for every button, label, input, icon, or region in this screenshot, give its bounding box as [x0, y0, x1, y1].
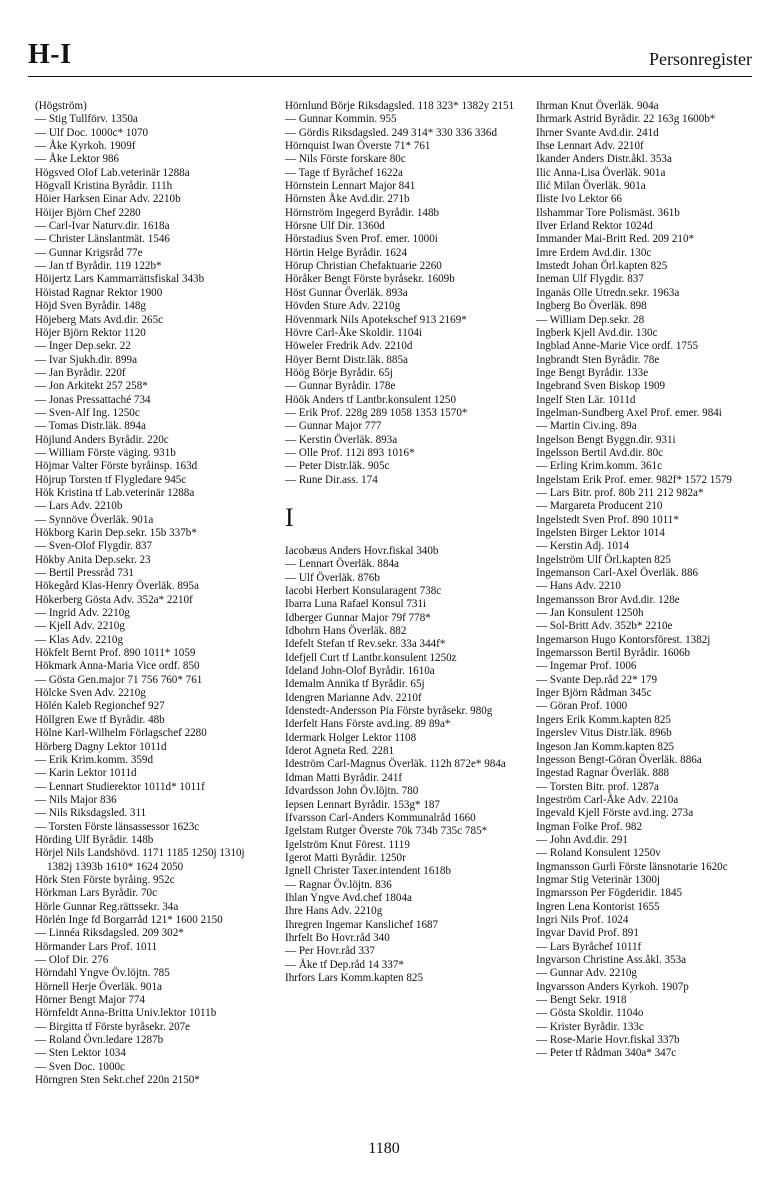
page-number: 1180	[368, 1140, 400, 1157]
index-entry: — Torsten Bitr. prof. 1287a	[536, 780, 659, 793]
index-entry: Hökborg Karin Dep.sekr. 15b 337b*	[35, 527, 197, 539]
index-entry: Ineman Ulf Flygdir. 837	[536, 273, 644, 286]
index-entry: — Ivar Sjukh.dir. 899a	[35, 353, 137, 366]
index-entry: — Lars Byråchef 1011f	[536, 940, 642, 953]
index-entry: Ihrner Svante Avd.dir. 241d	[536, 126, 659, 139]
index-entry: Hörk Sten Förste byråing. 952c	[35, 873, 175, 886]
index-entry: Ihrman Knut Överläk. 904a	[536, 100, 659, 112]
index-entry: Inge Bengt Byrådir. 133e	[536, 366, 649, 379]
index-entry: Hörlén Inge fd Borgarråd 121* 1600 2150	[35, 913, 223, 926]
page-title: H-I	[28, 39, 72, 70]
index-entry: — Sven-Alf Ing. 1250c	[35, 406, 140, 419]
index-entry: Hök Kristina tf Lab.veterinär 1288a	[35, 486, 195, 499]
index-entry: — Göran Prof. 1000	[536, 700, 628, 713]
index-entry: Högvall Kristina Byrådir. 111h	[35, 180, 173, 193]
index-entry: — Svante Dep.råd 22* 179	[536, 673, 658, 686]
index-entry: Ibarra Luna Rafael Konsul 731i	[285, 598, 427, 611]
index-entry: Ingvarsson Anders Kyrkoh. 1907p	[536, 980, 689, 993]
index-entry: Ingblad Anne-Marie Vice ordf. 1755	[536, 340, 699, 353]
index-entry: — Gunnar Byrådir. 178e	[285, 380, 396, 393]
index-entry: — Erik Krim.komm. 359d	[35, 753, 154, 766]
index-entry: — Roland Övn.ledare 1287b	[35, 1034, 164, 1047]
index-entry: Hörnsten Åke Avd.dir. 271b	[285, 193, 410, 206]
index-entry: Ihre Hans Adv. 2210g	[285, 905, 383, 918]
index-entry: Hörnström Ingegerd Byrådir. 148b	[285, 206, 440, 219]
index-entry: Ingeson Jan Komm.kapten 825	[536, 740, 675, 753]
index-entry: — Ragnar Öv.löjtn. 836	[285, 878, 392, 891]
index-entry: Höier Harksen Einar Adv. 2210b	[35, 193, 181, 206]
index-entry: Inger Björn Rådman 345c	[536, 687, 652, 700]
index-entry: — Jan Byrådir. 220f	[35, 366, 126, 379]
index-entry: — Inger Dep.sekr. 22	[35, 340, 131, 353]
index-entry: Ingbrandt Sten Byrådir. 78e	[536, 353, 660, 366]
index-entry: Ihrfors Lars Komm.kapten 825	[285, 971, 424, 984]
index-entry: Höjer Björn Rektor 1120	[35, 326, 146, 339]
index-entry: Ingesson Bengt-Göran Överläk. 886a	[536, 753, 702, 766]
index-entry: — Gunnar Kommin. 955	[285, 113, 397, 126]
index-entry: Ingvar David Prof. 891	[536, 927, 639, 940]
index-entry: — Rune Dir.ass. 174	[285, 473, 378, 486]
index-entry: Ingren Lena Kontorist 1655	[536, 900, 660, 913]
index-entry: Ingemansson Bror Avd.dir. 128e	[536, 593, 680, 606]
index-entry: Ingemarson Hugo Kontorsförest. 1382j	[536, 633, 711, 646]
index-entry: Ingri Nils Prof. 1024	[536, 913, 629, 926]
index-entry: Hörnquist Iwan Överste 71* 761	[285, 140, 431, 153]
index-entry: Höweler Fredrik Adv. 2210d	[285, 340, 413, 353]
index-entry: Ingelson Bengt Byggn.dir. 931i	[536, 433, 676, 446]
index-entry: Hövenmark Nils Apotekschef 913 2169*	[285, 313, 467, 326]
index-entry: Ingestad Ragnar Överläk. 888	[536, 767, 670, 780]
index-entry: Höllgren Ewe tf Byrådir. 48b	[35, 713, 165, 726]
index-entry: — Ingrid Adv. 2210g	[35, 607, 130, 620]
index-entry: Iacobi Herbert Konsularagent 738c	[285, 585, 442, 597]
index-entry: Ifvarsson Carl-Anders Kommunalråd 1660	[285, 811, 476, 824]
index-entry: — Lennart Studierektor 1011d* 1011f	[35, 780, 205, 793]
index-entry: Ignell Christer Taxer.intendent 1618b	[285, 865, 452, 878]
index-entry: Hörngren Sten Sekt.chef 220n 2150*	[35, 1074, 200, 1087]
index-entry: — Christer Länslantmät. 1546	[35, 233, 170, 246]
index-entry: Hörnell Herje Överläk. 901a	[35, 980, 162, 993]
index-entry: Hörding Ulf Byrådir. 148b	[35, 833, 154, 846]
index-entry: Ideland John-Olof Byrådir. 1610a	[285, 665, 435, 678]
index-entry: — Peter tf Rådman 340a* 347c	[536, 1047, 677, 1060]
index-entry: — Synnöve Överläk. 901a	[35, 513, 154, 526]
index-entry: Idefelt Stefan tf Rev.sekr. 33a 344f*	[285, 638, 446, 651]
index-entry: Ingmar Stig Veterinär 1300j	[536, 873, 660, 886]
index-entry: Ihrfelt Bo Hovr.råd 340	[285, 931, 390, 944]
index-entry: Idman Matti Byrådir. 241f	[285, 771, 403, 784]
index-entry: Höijertz Lars Kammarrättsfiskal 343b	[35, 273, 205, 286]
index-entry: Ingberk Kjell Avd.dir. 130c	[536, 326, 658, 339]
index-entry: Höistad Ragnar Rektor 1900	[35, 286, 163, 299]
index-entry: Hörnstein Lennart Major 841	[285, 180, 416, 193]
index-column-1	[35, 100, 267, 1087]
index-entry: Hörberg Dagny Lektor 1011d	[35, 740, 167, 753]
index-entry: — Ulf Överläk. 876b	[285, 571, 380, 584]
index-entry: Ihse Lennart Adv. 2210f	[536, 140, 644, 153]
index-entry: Hölcke Sven Adv. 2210g	[35, 687, 146, 700]
index-entry: Ingelstam Erik Prof. emer. 982f* 1572 1579	[536, 473, 732, 486]
index-entry: — Åke Lektor 986	[35, 153, 120, 166]
index-entry: — Margareta Producent 210	[536, 500, 663, 513]
index-entry: Hökegård Klas-Henry Överläk. 895a	[35, 580, 199, 593]
index-entry: — Krister Byrådir. 133c	[536, 1020, 644, 1033]
index-entry: Ihlan Yngve Avd.chef 1804a	[285, 891, 412, 904]
index-entry: Ikander Anders Distr.åkl. 353a	[536, 153, 672, 166]
index-entry: — Peter Distr.läk. 905c	[285, 460, 390, 473]
index-entry: — Sten Lektor 1034	[35, 1047, 126, 1060]
section-letter-heading: I	[285, 502, 294, 532]
index-entry: Ingelman-Sundberg Axel Prof. emer. 984i	[536, 406, 722, 419]
index-entry: Ingmansson Gurli Förste länsnotarie 1620c	[536, 860, 728, 873]
index-entry: Höijer Björn Chef 2280	[35, 206, 141, 219]
index-entry: — William Dep.sekr. 28	[536, 313, 645, 326]
index-entry: Idengren Marianne Adv. 2210f	[285, 691, 422, 704]
index-entry: Iliste Ivo Lektor 66	[536, 193, 622, 206]
index-entry: Idbohrn Hans Överläk. 882	[285, 625, 407, 638]
index-entry: — Nils Förste forskare 80c	[285, 153, 406, 166]
index-entry: Iderfelt Hans Förste avd.ing. 89 89a*	[285, 718, 451, 731]
index-entry: Ihrmark Astrid Byrådir. 22 163g 1600b*	[536, 113, 716, 126]
index-entry: Hörmander Lars Prof. 1011	[35, 940, 158, 953]
index-entry: Höjmar Valter Förste byråinsp. 163d	[35, 460, 198, 473]
index-entry: Hörtin Helge Byrådir. 1624	[285, 246, 408, 259]
index-entry: Ingmarsson Per Fögderidir. 1845	[536, 887, 683, 900]
index-entry: — Kerstin Överläk. 893a	[285, 433, 398, 446]
index-entry: Hörner Bengt Major 774	[35, 994, 145, 1007]
index-entry: — Lars Adv. 2210b	[35, 500, 123, 513]
index-entry: Ingemanson Carl-Axel Överläk. 886	[536, 567, 699, 580]
index-entry: — Rose-Marie Hovr.fiskal 337b	[536, 1034, 680, 1047]
section-title: Personregister	[649, 49, 752, 69]
index-entry: Idenstedt-Andersson Pia Förste byråsekr. 980g	[285, 705, 493, 718]
index-entry: Höjeberg Mats Avd.dir. 265c	[35, 313, 164, 326]
index-entry: — Tage tf Byråchef 1622a	[285, 166, 403, 179]
index-entry: — Åke Kyrkoh. 1909f	[35, 140, 136, 153]
index-entry: Iacobæus Anders Hovr.fiskal 340b	[285, 544, 439, 557]
index-entry: — Olof Dir. 276	[35, 954, 109, 966]
index-entry: — Sven-Olof Flygdir. 837	[35, 540, 153, 553]
index-entry: — Sven Doc. 1000c	[35, 1060, 125, 1073]
index-entry: Hörup Christian Chefaktuarie 2260	[285, 260, 442, 273]
index-entry: — Jan Konsulent 1250h	[536, 607, 644, 620]
index-entry: Ingelsten Birger Lektor 1014	[536, 527, 665, 539]
index-entry: — Jan tf Byrådir. 119 122b*	[35, 260, 162, 273]
index-entry: Iderot Agneta Red. 2281	[285, 745, 395, 758]
index-entry: — Roland Konsulent 1250v	[536, 847, 661, 860]
index-entry: — Per Hovr.råd 337	[285, 945, 375, 958]
index-entry: Ingelf Sten Lär. 1011d	[536, 393, 636, 406]
index-entry: — Sol-Britt Adv. 352b* 2210e	[536, 620, 673, 633]
index-entry: — Erling Krim.komm. 361c	[536, 460, 663, 473]
index-entry: Ingers Erik Komm.kapten 825	[536, 713, 671, 726]
index-entry: — Jon Arkitekt 257 258*	[35, 380, 148, 393]
index-entry: Hökfelt Bernt Prof. 890 1011* 1059	[35, 647, 196, 660]
index-column-3	[536, 100, 762, 1061]
index-entry: — Birgitta tf Förste byråsekr. 207e	[35, 1020, 191, 1033]
index-entry: — Nils Riksdagsled. 311	[35, 807, 147, 820]
index-entry: Hölén Kaleb Regionchef 927	[35, 700, 165, 713]
index-entry: Ingeström Carl-Åke Adv. 2210a	[536, 793, 679, 806]
index-entry: — Kjell Adv. 2210g	[35, 620, 125, 633]
index-entry: Hölne Karl-Wilhelm Förlagschef 2280	[35, 727, 207, 740]
index-entry: Ingberg Bo Överläk. 898	[536, 300, 647, 313]
index-entry: Ideström Carl-Magnus Överläk. 112h 872e* 984a	[285, 758, 506, 771]
index-entry: Idermark Holger Lektor 1108	[285, 731, 417, 744]
index-entry: Ingevald Kjell Förste avd.ing. 273a	[536, 807, 694, 820]
index-entry: — Carl-Ivar Naturv.dir. 1618a	[35, 220, 170, 233]
index-entry: — Gunnar Adv. 2210g	[536, 967, 637, 980]
index-entry: — Åke tf Dep.råd 14 337*	[285, 958, 404, 971]
index-entry: — Lennart Överläk. 884a	[285, 558, 399, 571]
index-entry: Imre Erdem Avd.dir. 130c	[536, 246, 652, 259]
index-column-2	[285, 100, 517, 985]
index-entry: — Ingemar Prof. 1006	[536, 660, 637, 673]
index-entry: Höråker Bengt Förste byråsekr. 1609b	[285, 273, 455, 286]
index-entry: Hökerberg Gösta Adv. 352a* 2210f	[35, 593, 193, 606]
index-entry: Ingelsson Bertil Avd.dir. 80c	[536, 446, 664, 459]
index-entry: Ilver Erland Rektor 1024d	[536, 220, 653, 233]
index-entry: Höög Börje Byrådir. 65j	[285, 366, 393, 379]
index-entry: — Hans Adv. 2210	[536, 580, 621, 593]
index-entry: — Gunnar Krigsråd 77e	[35, 246, 143, 259]
index-entry: Hörjel Nils Landshövd. 1171 1185 1250j 1310j 1382j 1393b 1610* 1624 2050	[35, 847, 245, 873]
index-entry: — Nils Major 836	[35, 793, 117, 806]
index-entry: Ingebrand Sven Biskop 1909	[536, 380, 666, 393]
index-entry: — Stig Tullförv. 1350a	[35, 113, 138, 126]
index-entry: Ingelström Ulf Örl.kapten 825	[536, 553, 671, 566]
index-entry: Idberger Gunnar Major 79f 778*	[285, 611, 431, 624]
index-entry: Hörle Gunnar Reg.rättssekr. 34a	[35, 900, 179, 913]
index-entry: Hörsne Ulf Dir. 1360d	[285, 220, 385, 233]
index-entry: — Olle Prof. 112i 893 1016*	[285, 446, 415, 459]
index-entry: — Bertil Pressråd 731	[35, 567, 134, 580]
index-entry: — Gösta Gen.major 71 756 760* 761	[35, 673, 203, 686]
index-entry: Höök Anders tf Lantbr.konsulent 1250	[285, 393, 457, 406]
index-entry: — Gördis Riksdagsled. 249 314* 330 336 336d	[285, 126, 498, 139]
index-entry: Ingelstedt Sven Prof. 890 1011*	[536, 513, 679, 526]
index-entry: Höjd Sven Byrådir. 148g	[35, 300, 146, 313]
index-entry: — Bengt Sekr. 1918	[536, 994, 627, 1007]
index-entry: Hökmark Anna-Maria Vice ordf. 850	[35, 660, 200, 673]
index-entry: Höjrup Torsten tf Flygledare 945c	[35, 473, 187, 486]
index-entry: Imstedt Johan Örl.kapten 825	[536, 260, 668, 273]
index-entry: — Kerstin Adj. 1014	[536, 540, 630, 553]
index-entry: Ilshammar Tore Polismäst. 361b	[536, 206, 680, 219]
index-entry: Immander Mai-Britt Red. 209 210*	[536, 233, 695, 246]
index-entry: Ingerslev Vitus Distr.läk. 896b	[536, 727, 672, 740]
index-entry: Iepsen Lennart Byrådir. 153g* 187	[285, 798, 440, 811]
page-header	[28, 40, 752, 77]
index-entry: Hökby Anita Dep.sekr. 23	[35, 553, 151, 566]
index-entry: — Lars Bitr. prof. 80b 211 212 982a*	[536, 486, 704, 499]
index-entry: Höyer Bernt Distr.läk. 885a	[285, 353, 408, 366]
index-entry: Hörnlund Börje Riksdagsled. 118 323* 1382y 2151	[285, 100, 515, 112]
index-entry: Idemalm Annika tf Byrådir. 65j	[285, 678, 425, 691]
index-entry: Ingman Folke Prof. 982	[536, 820, 642, 833]
index-entry: Höjlund Anders Byrådir. 220c	[35, 433, 169, 446]
index-entry: Ilić Milan Överläk. 901a	[536, 180, 646, 193]
index-entry: (Högström)	[35, 100, 87, 112]
index-entry: — Klas Adv. 2210g	[35, 633, 124, 646]
index-entry: Idefjell Curt tf Lantbr.konsulent 1250z	[285, 651, 457, 664]
index-entry: Ihregren Ingemar Kanslichef 1687	[285, 918, 439, 931]
index-entry: Idvardsson John Öv.löjtn. 780	[285, 785, 419, 798]
index-entry: — Martin Civ.ing. 89a	[536, 420, 637, 433]
index-entry: — Tomas Distr.läk. 894a	[35, 420, 146, 433]
index-entry: Högsved Olof Lab.veterinär 1288a	[35, 166, 190, 179]
index-entry: Höst Gunnar Överläk. 893a	[285, 286, 408, 299]
index-entry: Igelström Knut Förest. 1119	[285, 838, 410, 851]
index-entry: — William Förste väging. 931b	[35, 446, 176, 459]
index-entry: Igelstam Rutger Överste 70k 734b 735c 785*	[285, 825, 488, 838]
index-entry: Igerot Matti Byrådir. 1250r	[285, 851, 406, 864]
index-entry: — Gösta Skoldir. 1104o	[536, 1007, 644, 1020]
index-entry: — Torsten Förste länsassessor 1623c	[35, 820, 200, 833]
index-entry: — Gunnar Major 777	[285, 420, 382, 433]
index-entry: Inganäs Olle Utredn.sekr. 1963a	[536, 286, 680, 299]
index-entry: Ingvarson Christine Ass.åkl. 353a	[536, 954, 687, 966]
index-entry: Ingemarsson Bertil Byrådir. 1606b	[536, 647, 691, 660]
index-entry: — Jonas Pressattaché 734	[35, 393, 151, 406]
index-entry: Hövden Sture Adv. 2210g	[285, 300, 401, 313]
index-entry: Hörstadius Sven Prof. emer. 1000i	[285, 233, 438, 246]
index-entry: — Erik Prof. 228g 289 1058 1353 1570*	[285, 406, 468, 419]
index-entry: Hörkman Lars Byrådir. 70c	[35, 887, 157, 900]
index-entry: Hörndahl Yngve Öv.löjtn. 785	[35, 967, 170, 980]
index-entry: — Ulf Doc. 1000c* 1070	[35, 126, 149, 139]
index-entry: — Linnéa Riksdagsled. 209 302*	[35, 927, 184, 940]
index-entry: Hörnfeldt Anna-Britta Univ.lektor 1011b	[35, 1007, 217, 1020]
index-entry: — Karin Lektor 1011d	[35, 767, 137, 780]
index-entry: — John Avd.dir. 291	[536, 833, 628, 846]
index-entry: Hövre Carl-Åke Skoldir. 1104i	[285, 326, 423, 339]
index-entry: Ilic Anna-Lisa Överläk. 901a	[536, 166, 666, 179]
